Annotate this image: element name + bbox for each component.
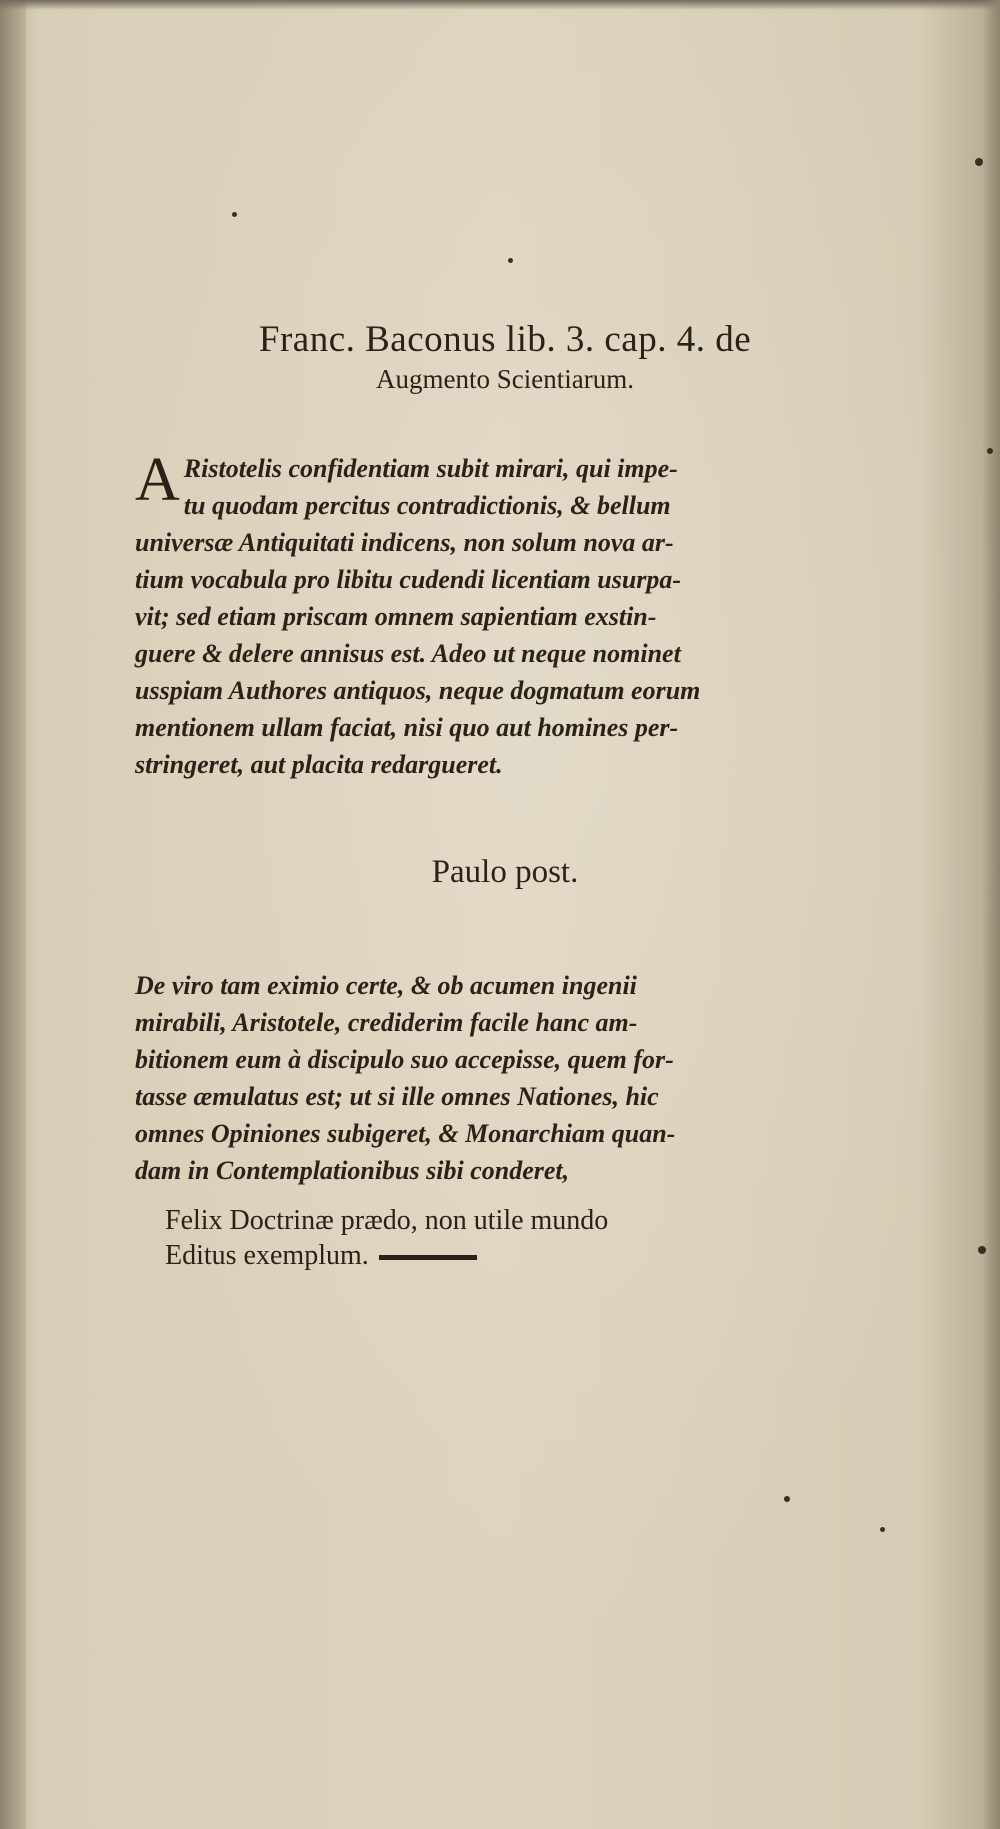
passage-line: De viro tam eximio certe, & ob acumen ingenii xyxy=(135,971,637,1000)
bleed-through-mark xyxy=(300,195,560,255)
passage-line: omnes Opiniones subigeret, & Monarchiam quan- xyxy=(135,1119,676,1148)
drop-capital: A xyxy=(135,446,180,514)
verse-line xyxy=(165,1238,905,1273)
passage-line: bitionem eum à discipulo suo accepisse, quem for- xyxy=(135,1045,674,1074)
passage-line: guere & delere annisus est. Adeo ut neque nominet xyxy=(135,639,681,668)
passage-line: tu quodam percitus contradictionis, & bellum xyxy=(183,491,671,520)
page-right-edge xyxy=(982,0,1000,1829)
section-title: Paulo post. xyxy=(431,854,579,890)
passage-line: mentionem ullam faciat, nisi quo aut homines per- xyxy=(135,713,679,742)
ink-speck xyxy=(987,448,993,454)
passage-line: Ristotelis confidentiam subit mirari, qui impe- xyxy=(183,454,678,483)
verse-line-text: Editus exemplum. xyxy=(165,1240,369,1271)
heading-block xyxy=(135,318,875,396)
page-top-edge xyxy=(0,0,1000,10)
passage-line: tium vocabula pro libitu cudendi licentiam usurpa- xyxy=(135,565,682,594)
passage-paulo-post xyxy=(135,967,875,1189)
em-dash-rule xyxy=(379,1255,477,1260)
page-heading: Franc. Baconus lib. 3. cap. 4. de xyxy=(258,319,752,360)
ink-speck xyxy=(978,1246,986,1254)
ink-speck xyxy=(784,1496,790,1502)
passage-line: tasse æmulatus est; ut si ille omnes Nationes, hic xyxy=(135,1082,659,1111)
ink-speck xyxy=(232,212,237,217)
passage-line: mirabili, Aristotele, crediderim facile hanc am- xyxy=(135,1008,638,1037)
verse-line: Felix Doctrinæ prædo, non utile mundo xyxy=(165,1205,609,1236)
passage-line: stringeret, aut placita redargueret. xyxy=(135,750,503,779)
page-spine-shadow xyxy=(0,0,26,1829)
page-subheading: Augmento Scientiarum. xyxy=(376,364,634,394)
ink-speck xyxy=(880,1527,885,1532)
ink-speck xyxy=(975,158,983,166)
passage-aristotle xyxy=(135,446,875,783)
ink-speck xyxy=(508,258,513,263)
passage-line: vit; sed etiam priscam omnem sapientiam exstin- xyxy=(135,602,657,631)
verse-quotation xyxy=(165,1203,905,1273)
passage-line: universæ Antiquitati indicens, non solum nova ar- xyxy=(135,528,674,557)
passage-line: dam in Contemplationibus sibi conderet, xyxy=(135,1156,570,1185)
passage-line: usspiam Authores antiquos, neque dogmatum eorum xyxy=(135,676,701,705)
